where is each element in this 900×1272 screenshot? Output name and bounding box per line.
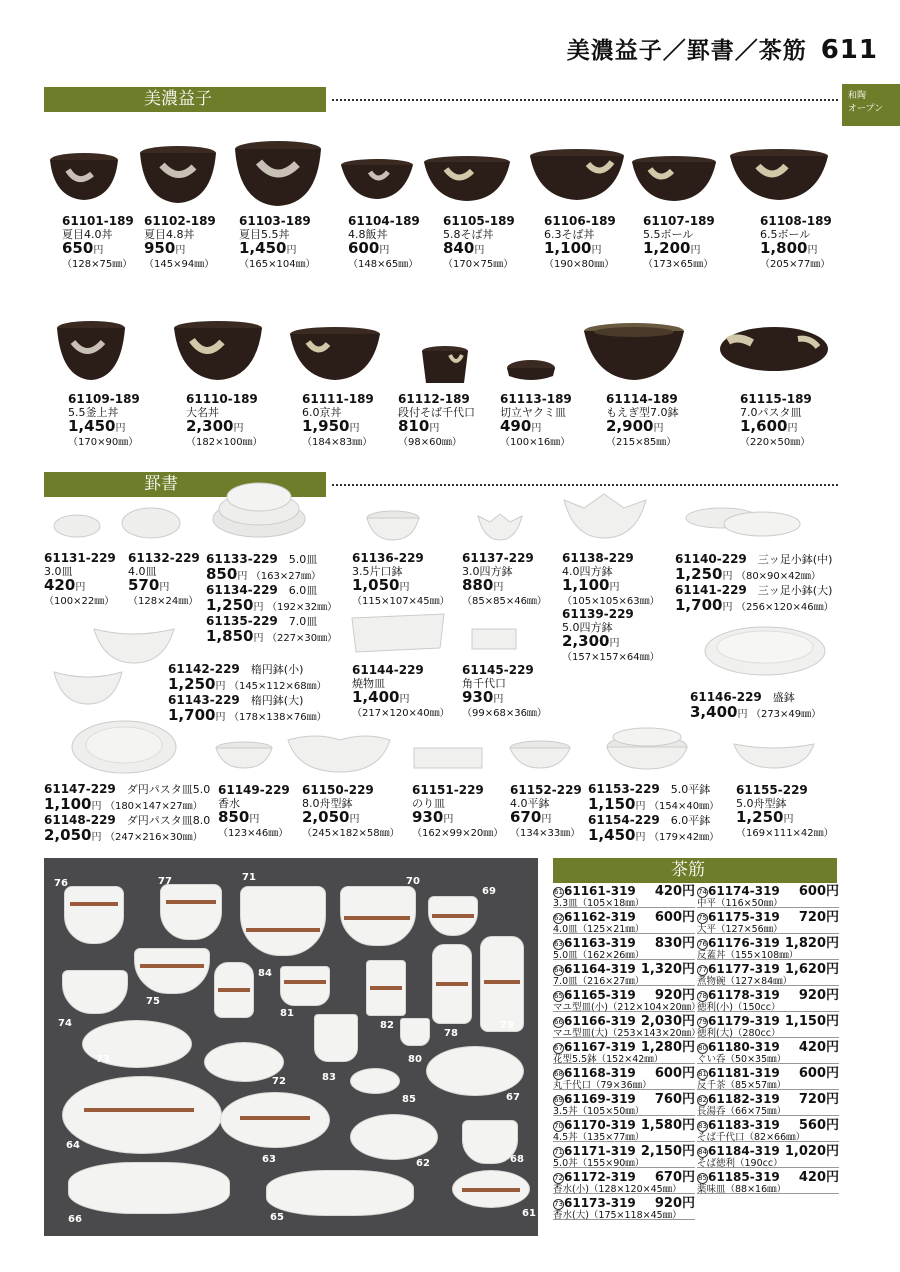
product-code: 61144-229 [352,663,424,677]
product-size: （128×75㎜） [62,259,133,270]
product-price: 1,050円 [352,576,410,594]
product-price: 1,400円 [352,688,410,706]
product-code: 61150-229 [302,783,374,797]
cup [314,1014,358,1062]
photo-label: 73 [96,1054,110,1065]
product-item[interactable]: 61133-229 5.0皿 850円 （163×27㎜） [206,552,322,583]
product-size: （220×50㎜） [740,437,811,448]
bowl-image [508,740,572,772]
price-row[interactable]: 8161181-319 600円 反千茶（85×57㎜） [697,1066,839,1091]
price-row[interactable]: 8061180-319 420円 ぐい呑（50×35㎜） [697,1040,839,1065]
product-size: （98×60㎜） [398,437,462,448]
product-item[interactable] [128,552,200,608]
product-price: 1,100円 [562,576,620,594]
product-code: 61137-229 [462,551,534,565]
product-code: 61109-189 [68,392,140,406]
price-row[interactable]: 8561185-319 420円 薬味皿（88×16㎜） [697,1170,839,1195]
product-item[interactable] [239,215,316,271]
product-item[interactable] [348,215,420,271]
bowl [134,948,210,994]
product-name: 段付そば千代口 [398,406,475,419]
product-code: 61105-189 [443,214,515,228]
photo-label: 69 [482,886,496,897]
product-size: （100×16㎜） [500,437,571,448]
price-row[interactable]: 7361173-319 920円 香水(大)（175×118×45㎜） [553,1196,695,1221]
product-item[interactable] [352,552,450,608]
product-code: 61151-229 [412,783,484,797]
product-size: （215×85㎜） [606,437,677,448]
page-title-text: 美濃益子／罫書／茶筋 [566,38,807,64]
product-name: 角千代口 [462,677,506,690]
product-size: （170×90㎜） [68,437,139,448]
price-row[interactable]: 6861168-319 600円 丸千代口（79×36㎜） [553,1066,695,1091]
product-name: 6.0京丼 [302,406,342,419]
product-name: 5.0舟型鉢 [736,797,787,810]
plate-stack-image [70,715,178,775]
product-size: （148×65㎜） [348,259,419,270]
product-name: 4.8飯丼 [348,228,388,241]
product-code: 61145-229 [462,663,534,677]
page-title [567,32,878,65]
price-row[interactable]: 7661176-319 1,820円 反蓋丼（155×108㎜） [697,936,839,961]
category-tab-line1: 和陶 [848,91,867,101]
section-header-kesho: 罫書 [44,472,326,497]
product-name: 6.3そば丼 [544,228,595,241]
product-item[interactable]: 61146-229 盛鉢 3,400円 （273×49㎜） [690,690,822,721]
photo-label: 74 [58,1018,72,1029]
product-item[interactable] [302,393,374,449]
product-name: 香水 [218,797,240,810]
product-item[interactable] [352,664,450,720]
photo-label: 81 [280,1008,294,1019]
product-code: 61152-229 [510,783,582,797]
bowl-image [52,668,124,708]
cup [280,966,330,1006]
product-price: 1,600円 [740,417,798,435]
product-item[interactable] [562,608,660,664]
bowl-image [582,322,686,384]
product-item[interactable] [68,393,140,449]
product-name: 6.5ボール [760,228,811,241]
product-code: 61155-229 [736,783,808,797]
product-price: 420円 [44,576,86,594]
product-size: （115×107×45㎜） [352,596,450,607]
plate-image [718,325,830,383]
product-size: （217×120×40㎜） [352,708,450,719]
product-item[interactable] [412,784,503,840]
photo-label: 84 [258,968,272,979]
price-row[interactable]: 7961179-319 1,150円 徳利(大)（280cc） [697,1014,839,1039]
product-code: 61107-189 [643,214,715,228]
photo-label: 71 [242,872,256,883]
product-price: 880円 [462,576,504,594]
price-row[interactable]: 6261162-319 600円 4.0皿（125×21㎜） [553,910,695,935]
product-price: 850円 [218,808,260,826]
bowl-image [55,320,127,386]
product-code: 61149-229 [218,783,290,797]
bowl-image [476,510,524,542]
product-size: （85×85×46㎜） [462,596,547,607]
product-item[interactable] [302,784,400,840]
product-item[interactable]: 61148-229 ダ円パスタ皿8.0 2,050円 （247×216×30㎜） [44,813,211,844]
product-price: 2,300円 [562,632,620,650]
price-row[interactable]: 7261172-319 670円 香水(小)（128×120×45㎜） [553,1170,695,1195]
product-price: 950円 [144,239,186,257]
product-item[interactable] [144,215,216,271]
product-price: 1,800円 [760,239,818,257]
category-tab[interactable] [842,84,900,126]
bowl-image [138,145,218,207]
product-size: （105×105×63㎜） [562,596,660,607]
price-row[interactable]: 6461164-319 1,320円 7.0皿（216×27㎜） [553,962,695,987]
product-name: 3.5片口鉢 [352,565,403,578]
product-price: 670円 [510,808,552,826]
price-row[interactable]: 7461174-319 600円 中平（116×50㎜） [697,884,839,909]
product-name: 夏目4.8丼 [144,228,195,241]
product-size: （99×68×36㎜） [462,708,547,719]
product-code: 61110-189 [186,392,258,406]
product-price: 650円 [62,239,104,257]
bowl-image [340,158,415,203]
price-row[interactable]: 8261182-319 720円 長湯呑（66×75㎜） [697,1092,839,1117]
product-price: 1,100円 [544,239,602,257]
product-code: 61136-229 [352,551,424,565]
dish-image [470,625,518,653]
product-item[interactable] [760,215,832,271]
cup-image [420,345,470,387]
product-size: （169×111×42㎜） [736,828,834,839]
product-size: （190×80㎜） [544,259,615,270]
product-size: （157×157×64㎜） [562,652,660,663]
plate-image [52,512,102,540]
bowl-image [48,152,120,204]
product-name: 夏目5.5丼 [239,228,290,241]
product-name: のり皿 [412,797,445,810]
product-item[interactable] [740,393,812,449]
product-price: 930円 [462,688,504,706]
product-item[interactable]: 61154-229 6.0平鉢 1,450円 （179×42㎜） [588,813,720,844]
product-item[interactable] [44,552,116,608]
photo-label: 72 [272,1076,286,1087]
product-name: 5.5釜上丼 [68,406,119,419]
product-code: 61106-189 [544,214,616,228]
product-item[interactable] [186,393,263,449]
bowl-image [365,510,421,542]
bowl-image [233,140,323,210]
product-price: 1,250円 [736,808,794,826]
product-name: 焼物皿 [352,677,385,690]
product-item[interactable] [398,393,475,449]
product-name: 4.0皿 [128,565,157,578]
product-size: （100×22㎜） [44,596,115,607]
price-row[interactable]: 6161161-319 420円 3.3皿（105×18㎜） [553,884,695,909]
product-size: （182×100㎜） [186,437,263,448]
product-item[interactable] [500,393,572,449]
plate [62,1076,222,1154]
product-item[interactable]: 61141-229 三ッ足小鉢(大) 1,700円 （256×120×46㎜） [675,583,834,614]
photo-label: 78 [444,1028,458,1039]
price-row[interactable]: 6961169-319 760円 3.5丼（105×50㎜） [553,1092,695,1117]
product-name: 3.0皿 [44,565,73,578]
photo-label: 68 [510,1154,524,1165]
product-price: 2,300円 [186,417,244,435]
product-name: 7.0パスタ皿 [740,406,802,419]
product-size: （170×75㎜） [443,259,514,270]
product-item[interactable] [544,215,616,271]
product-name: 3.0四方鉢 [462,565,513,578]
photo-label: 67 [506,1092,520,1103]
product-item[interactable]: 61142-229 楕円鉢(小) 1,250円 （145×112×68㎜） [168,662,327,693]
product-price: 1,450円 [239,239,297,257]
bowl-image [728,148,830,204]
price-row[interactable]: 6561165-319 920円 マユ型皿(小)（212×104×20㎜） [553,988,701,1013]
section-divider [332,99,838,101]
plate [426,1046,524,1096]
product-price: 1,450円 [68,417,126,435]
photo-label: 80 [408,1054,422,1065]
product-code: 61114-189 [606,392,678,406]
category-tab-line2: オープン [848,104,884,114]
photo-label: 65 [270,1212,284,1223]
product-name: 8.0舟型鉢 [302,797,353,810]
price-row[interactable]: 8361183-319 560円 そば千代口（82×66㎜） [697,1118,839,1143]
product-code: 61104-189 [348,214,420,228]
price-row[interactable]: 7561175-319 720円 大平（127×56㎜） [697,910,839,935]
price-row[interactable]: 7161171-319 2,150円 5.0丼（155×90㎜） [553,1144,695,1169]
product-size: （128×24㎜） [128,596,199,607]
bowl-image [702,625,828,677]
product-name: 5.8そば丼 [443,228,494,241]
product-price: 490円 [500,417,542,435]
product-item[interactable] [643,215,715,271]
product-code: 61101-189 [62,214,134,228]
product-price: 2,050円 [302,808,360,826]
bowl-image [678,502,802,542]
lidded-bowl [64,886,124,944]
dish [350,1068,400,1094]
product-item[interactable] [510,784,582,840]
price-row[interactable]: 6661166-319 2,030円 マユ型皿(大)（253×143×20㎜） [553,1014,701,1039]
plate-image [350,612,446,654]
plate [350,1114,438,1160]
product-item[interactable] [462,664,547,720]
photo-label: 62 [416,1158,430,1169]
product-item[interactable] [62,215,134,271]
section-divider [332,484,838,486]
product-name: 4.0四方鉢 [562,565,613,578]
product-item[interactable]: 61134-229 6.0皿 1,250円 （192×32㎜） [206,583,338,614]
page-number: 611 [820,35,878,65]
photo-label: 66 [68,1214,82,1225]
product-price: 1,950円 [302,417,360,435]
photo-label: 70 [406,876,420,887]
product-size: （184×83㎜） [302,437,373,448]
product-item[interactable]: 61135-229 7.0皿 1,850円 （227×30㎜） [206,614,338,645]
bowl-image [214,740,274,772]
price-row[interactable]: 6761167-319 1,280円 花型5.5鉢（152×42㎜） [553,1040,695,1065]
product-code: 61111-189 [302,392,374,406]
product-name: 夏目4.0丼 [62,228,113,241]
bowl [62,970,128,1014]
lidded-bowl [160,884,222,940]
product-name: もえぎ型7.0鉢 [606,406,679,419]
product-name: 切立ヤクミ皿 [500,406,566,419]
product-price: 600円 [348,239,390,257]
bowl-image [732,738,816,772]
product-code: 61115-189 [740,392,812,406]
product-price: 1,200円 [643,239,701,257]
product-name: 5.5ボール [643,228,694,241]
bowl-image [92,625,176,667]
product-size: （165×104㎜） [239,259,316,270]
price-row[interactable]: 7761177-319 1,620円 煮物碗（127×84㎜） [697,962,839,987]
product-item[interactable]: 61147-229 ダ円パスタ皿5.0 1,100円 （180×147×27㎜） [44,782,211,813]
photo-label: 83 [322,1072,336,1083]
product-code: 61138-229 [562,551,634,565]
chasuji-photo [44,858,538,1236]
bowl-image [288,326,383,384]
price-row[interactable]: 6361163-319 830円 5.0皿（162×26㎜） [553,936,695,961]
photo-label: 77 [158,876,172,887]
product-item[interactable] [218,784,290,840]
product-size: （162×99×20㎜） [412,828,504,839]
bowl-image [528,148,626,204]
price-row[interactable]: 7061170-319 1,580円 4.5丼（135×77㎜） [553,1118,695,1143]
product-item[interactable] [562,552,660,608]
plate-stack-image [210,475,308,541]
product-item[interactable] [606,393,679,449]
product-item[interactable]: 61140-229 三ッ足小鉢(中) 1,250円 （80×90×42㎜） [675,552,833,583]
price-row[interactable]: 7861178-319 920円 徳利(小)（150cc） [697,988,839,1013]
product-code: 61113-189 [500,392,572,406]
product-price: 2,900円 [606,417,664,435]
section-header-mino: 美濃益子 [44,87,326,112]
product-size: （245×182×58㎜） [302,828,400,839]
photo-label: 82 [380,1020,394,1031]
price-row[interactable]: 8461184-319 1,020円 そば徳利（190cc） [697,1144,839,1169]
product-name: 4.0平鉢 [510,797,550,810]
product-size: （173×65㎜） [643,259,714,270]
product-item[interactable]: 61143-229 楕円鉢(大) 1,700円 （178×138×76㎜） [168,693,327,724]
product-code: 61139-229 [562,607,634,621]
oval-plate [68,1162,230,1214]
product-price: 570円 [128,576,170,594]
product-item[interactable]: 61153-229 5.0平鉢 1,150円 （154×40㎜） [588,782,720,813]
product-item[interactable] [443,215,515,271]
product-size: （205×77㎜） [760,259,831,270]
product-size: （123×46㎜） [218,828,289,839]
oval-plate [266,1170,414,1216]
photo-label: 75 [146,996,160,1007]
bowl-image [562,490,648,542]
dish-image [505,358,557,384]
product-code: 61102-189 [144,214,216,228]
product-size: （134×33㎜） [510,828,581,839]
product-price: 930円 [412,808,454,826]
product-price: 840円 [443,239,485,257]
product-code: 61112-189 [398,392,470,406]
photo-label: 85 [402,1094,416,1105]
product-price: 810円 [398,417,440,435]
product-code: 61108-189 [760,214,832,228]
photo-label: 63 [262,1154,276,1165]
photo-label: 79 [500,1020,514,1031]
bowl-image [422,155,512,205]
photo-label: 61 [522,1208,536,1219]
product-size: （145×94㎜） [144,259,215,270]
cup [400,1018,430,1046]
product-item[interactable] [462,552,547,608]
product-code: 61131-229 [44,551,116,565]
plate-image [120,505,182,541]
bowl-image [286,730,392,776]
bowl-image [630,155,718,205]
product-code: 61103-189 [239,214,311,228]
plate-image [412,744,484,772]
section-header-chasuji: 茶筋 [553,858,837,883]
bowl [240,886,326,956]
product-code: 61132-229 [128,551,200,565]
product-item[interactable] [736,784,834,840]
bowl-image [172,320,264,386]
photo-label: 64 [66,1140,80,1151]
product-name: 5.0四方鉢 [562,621,613,634]
photo-label: 76 [54,878,68,889]
bowl-stack-image [604,725,690,773]
tokkuri [480,936,524,1032]
plate [220,1092,330,1148]
product-name: 大名丼 [186,406,219,419]
